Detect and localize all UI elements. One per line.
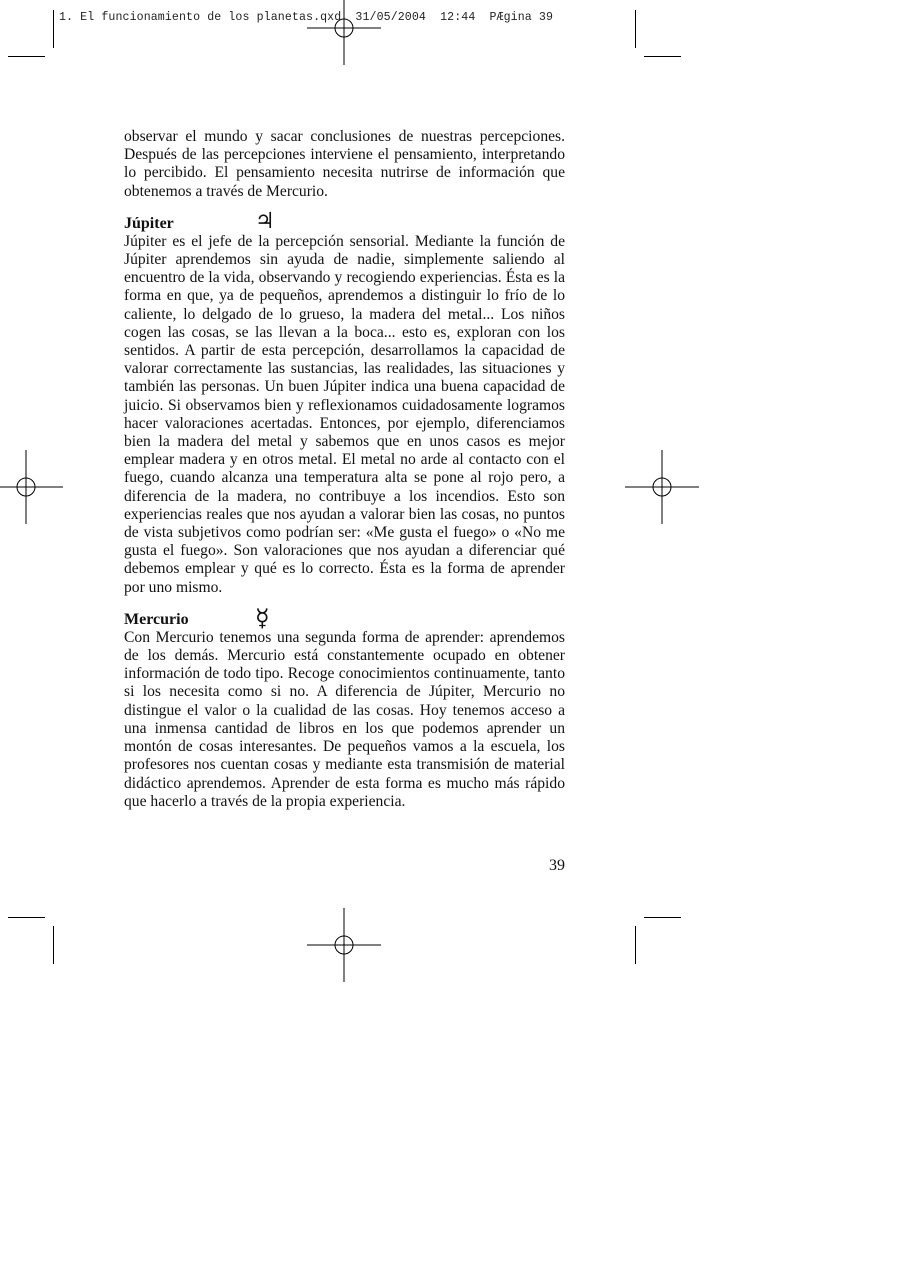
intro-paragraph: observar el mundo y sacar conclusiones de nuestras percepciones. Después de las percepciones interviene el pensamiento, interpretando lo percibido. El pensamiento necesita nutrirse de información que obtenemos a través de Mercurio. bbox=[124, 128, 565, 200]
page-number: 39 bbox=[549, 857, 565, 874]
section-jupiter bbox=[124, 208, 565, 597]
registration-mark-right bbox=[625, 450, 699, 524]
file-slug-line: 1. El funcionamiento de los planetas.qxd 31/05/2004 12:44 PÆgina 39 bbox=[59, 11, 554, 24]
mercury-symbol-icon: ☿ bbox=[255, 603, 270, 632]
crop-mark-top-right-vertical bbox=[635, 10, 636, 48]
section-heading-jupiter bbox=[124, 208, 565, 234]
section-title: Mercurio bbox=[124, 610, 189, 628]
crosshair-icon bbox=[307, 908, 381, 982]
crop-mark-top-right-horizontal bbox=[644, 56, 681, 57]
crosshair-icon bbox=[625, 450, 699, 524]
registration-mark-left bbox=[0, 450, 63, 524]
page-text-block bbox=[124, 128, 565, 811]
crop-mark-top-left-horizontal bbox=[8, 56, 45, 57]
section-heading-mercurio bbox=[124, 603, 565, 632]
crosshair-icon bbox=[307, 0, 381, 65]
section-body: Con Mercurio tenemos una segunda forma de aprender: aprendemos de los demás. Mercurio está constantemente ocupado en obtener información de todo tipo. Recoge conocimientos continuamente, tanto si los necesita como si no. A diferencia de Júpiter, Mercurio no distingue el valor o la cualidad de las cosas. Hoy tenemos acceso a una inmensa cantidad de libros en los que podemos aprender un montón de cosas interesantes. De pequeños vamos a la escuela, los profesores nos cuentan cosas y mediante esta transmisión de material didáctico aprendemos. Aprender de esta forma es mucho más rápido que hacerlo a través de la propia experiencia. bbox=[124, 628, 565, 810]
section-body: Júpiter es el jefe de la percepción sensorial. Mediante la función de Júpiter aprendemos sin ayuda de nadie, simplemente saliendo al encuentro de la vida, observando y recogiendo experiencias. Ésta es la forma en que, ya de pequeños, aprendemos a distinguir lo frío de lo caliente, lo delgado de lo grueso, la madera del metal... Los niños cogen las cosas, se las llevan a la boca... esto es, exploran con los sentidos. A partir de esta percepción, desarrollamos la capacidad de valorar correctamente las sustancias, las realidades, las situaciones y también las personas. Un buen Júpiter indica una buena capacidad de juicio. Si observamos bien y reflexionamos cuidadosamente logramos hacer valoraciones acertadas. Entonces, por ejemplo, diferenciamos bien la madera del metal y sabemos que en unos casos es mejor emplear madera y en otros metal. El metal no arde al contacto con el fuego, cuando alcanza una temperatura alta se pone al rojo pero, a diferencia de la madera, no contribuye a los incendios. Esto son experiencias reales que nos ayudan a valorar bien las cosas, no puntos de vista subjetivos como podrían ser: «Me gusta el fuego» o «No me gusta el fuego». Son valoraciones que nos ayudan a diferenciar qué debemos emplear y qué es lo correcto. Ésta es la forma de aprender por uno mismo. bbox=[124, 232, 565, 596]
crop-mark-bottom-right-horizontal bbox=[644, 917, 681, 918]
crop-mark-bottom-left-horizontal bbox=[8, 917, 45, 918]
crop-mark-bottom-right-vertical bbox=[635, 926, 636, 964]
crop-mark-bottom-left-vertical bbox=[53, 926, 54, 964]
section-mercurio bbox=[124, 603, 565, 811]
section-title: Júpiter bbox=[124, 214, 174, 232]
crosshair-icon bbox=[0, 450, 63, 524]
jupiter-symbol-icon: ♃ bbox=[255, 208, 275, 234]
crop-mark-top-left-vertical bbox=[53, 10, 54, 48]
registration-mark-bottom bbox=[307, 908, 381, 982]
registration-mark-top bbox=[307, 0, 381, 65]
